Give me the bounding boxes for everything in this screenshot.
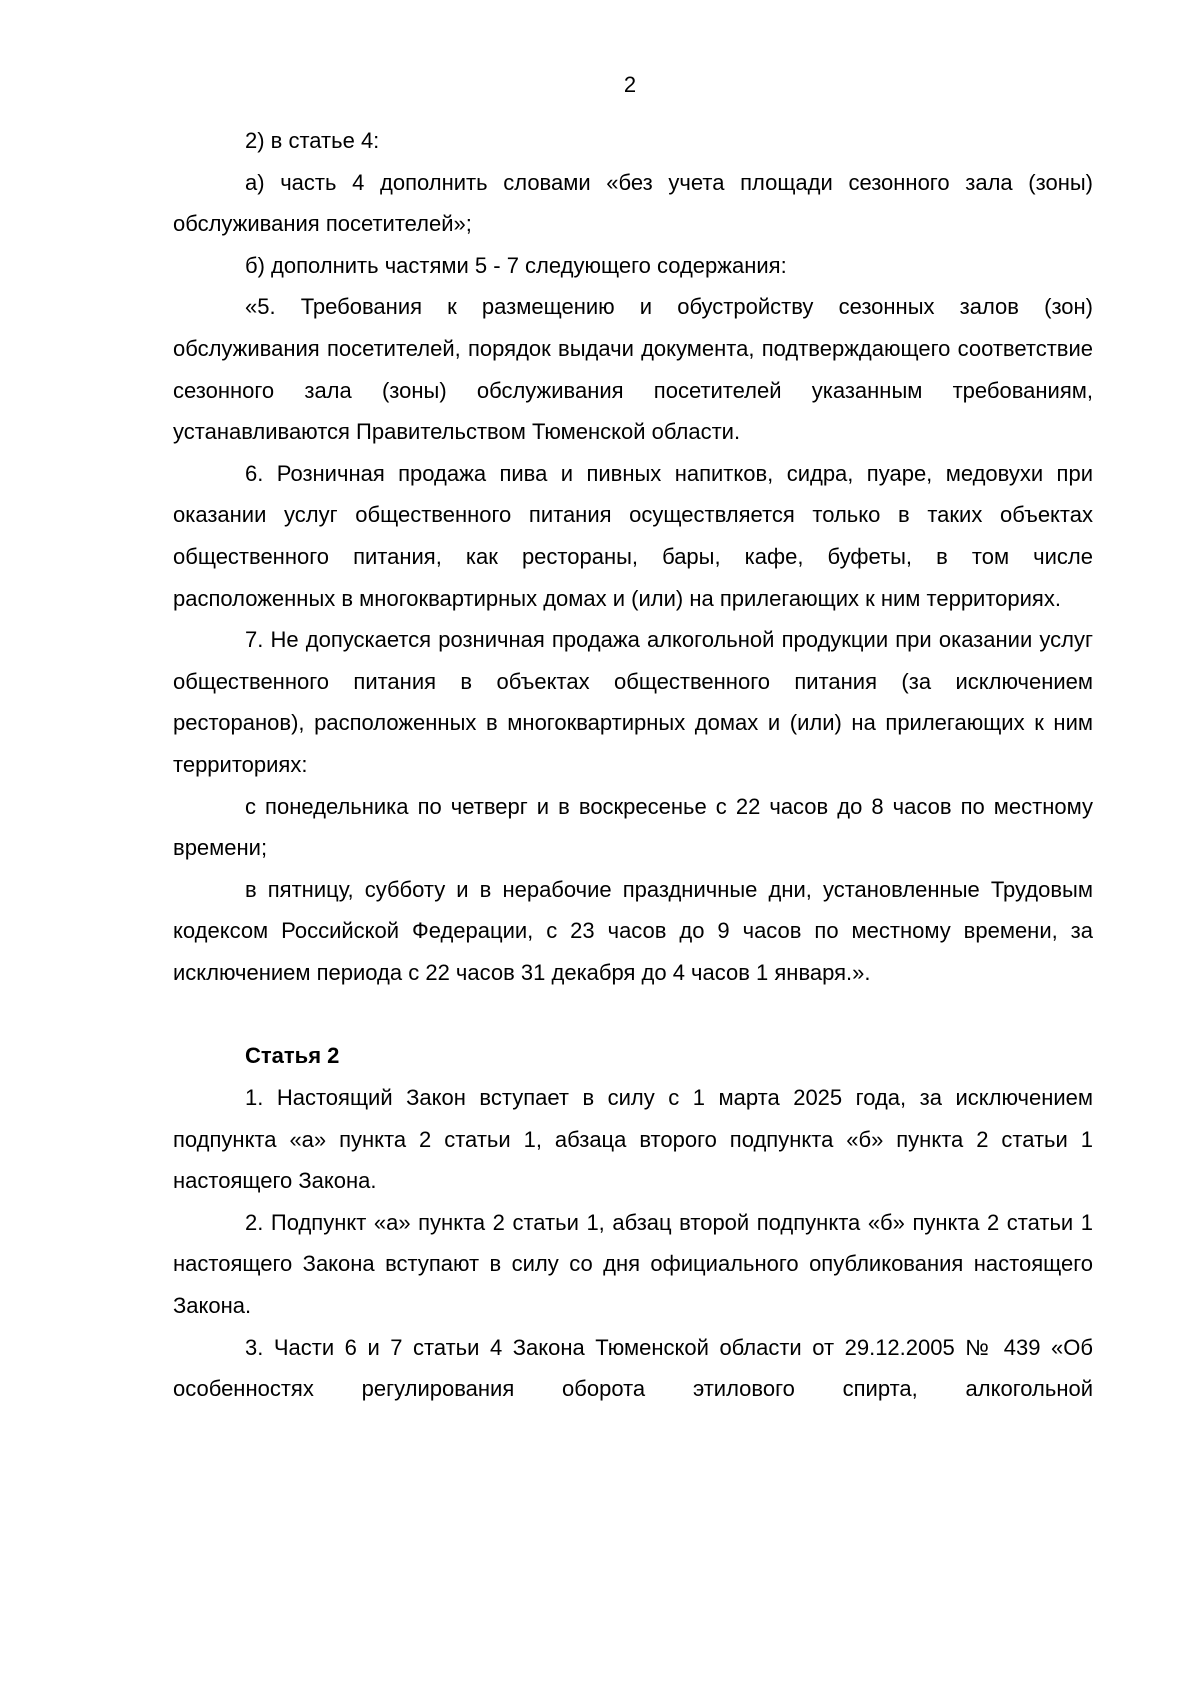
page-number: 2 <box>623 72 637 97</box>
article-2-paragraph-1: 1. Настоящий Закон вступает в силу с 1 марта 2025 года, за исключением подпункта «а» пункта 2 статьи 1, абзаца второго подпункта «б» пункта 2 статьи 1 настоящего Закона. <box>173 1085 1093 1194</box>
part-7-weekdays: с понедельника по четверг и в воскресенье с 22 часов до 8 часов по местному времени; <box>173 793 1093 861</box>
item-b: б) дополнить частями 5 - 7 следующего содержания: <box>245 252 787 278</box>
part-7: 7. Не допускается розничная продажа алкогольной продукции при оказании услуг общественного питания в объектах общественного питания (за исключением ресторанов), расположенных в многоквартирных домах и (или) на прилегающих к ним территориях: <box>173 627 1093 777</box>
item-2-intro: 2) в статье 4: <box>245 128 380 153</box>
article-2-paragraph-2: 2. Подпункт «а» пункта 2 статьи 1, абзац второй подпункта «б» пункта 2 статьи 1 настоящего Закона вступают в силу со дня официального опубликования настоящего Закона. <box>173 1209 1093 1319</box>
item-a: а) часть 4 дополнить словами «без учета площади сезонного зала (зоны) обслуживания посетителей»; <box>173 169 1093 237</box>
part-6: 6. Розничная продажа пива и пивных напитков, сидра, пуаре, медовухи при оказании услуг общественного питания осуществляется только в таких объектах общественного питания, как рестораны, бары, кафе, буфеты, в том числе расположенных в многоквартирных домах и (или) на прилегающих к ним территориях. <box>173 460 1093 611</box>
part-5: «5. Требования к размещению и обустройству сезонных залов (зон) обслуживания посетителей, порядок выдачи документа, подтверждающего соответствие сезонного зала (зоны) обслуживания посетителей указанным требованиям, устанавливаются Правительством Тюменской области. <box>173 294 1093 445</box>
document-body <box>173 120 1093 1410</box>
section-gap <box>173 993 1093 1035</box>
article-2-heading: Статья 2 <box>245 1043 340 1069</box>
article-2-paragraph-3: 3. Части 6 и 7 статьи 4 Закона Тюменской области от 29.12.2005 № 439 «Об особенностях регулирования оборота этилового спирта, алкогольной <box>173 1334 1093 1402</box>
part-7-weekend: в пятницу, субботу и в нерабочие праздничные дни, установленные Трудовым кодексом Российской Федерации, с 23 часов до 9 часов по местному времени, за исключением периода с 22 часов 31 декабря до 4 часов 1 января.». <box>173 876 1093 985</box>
